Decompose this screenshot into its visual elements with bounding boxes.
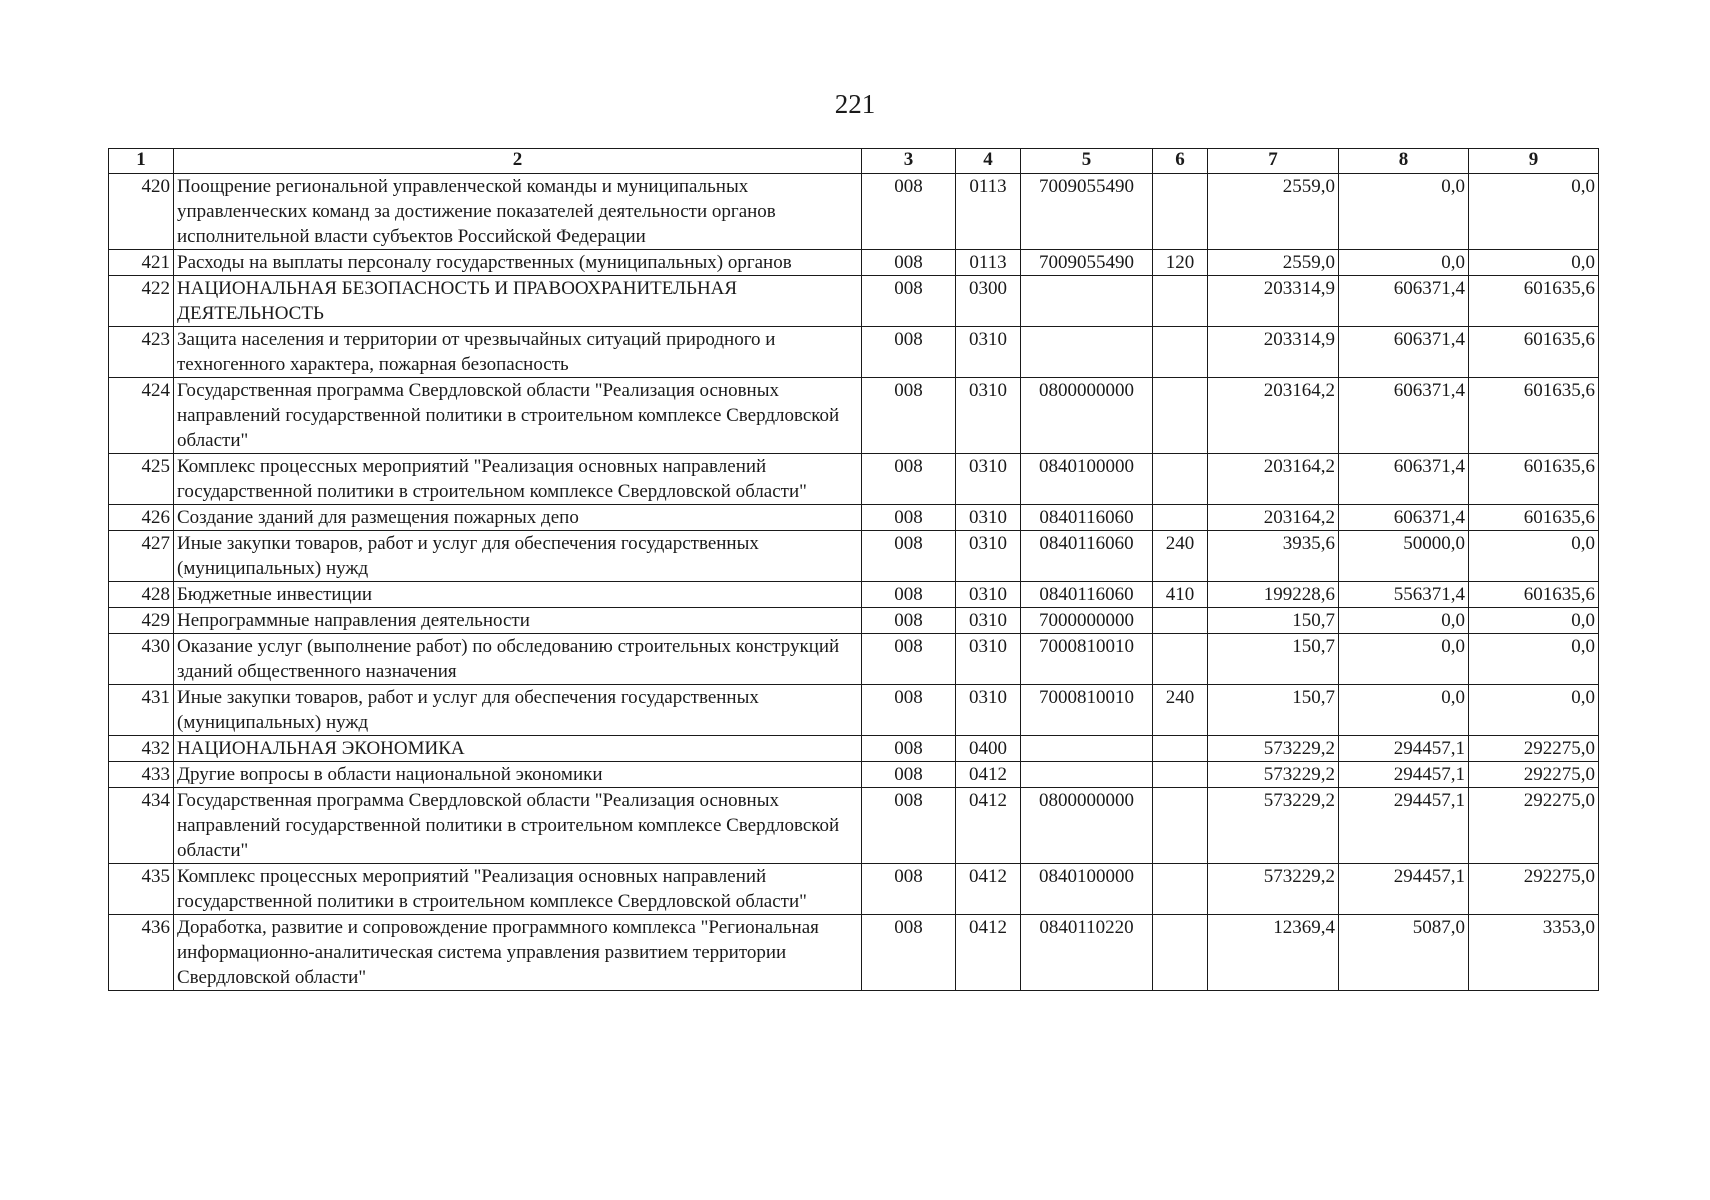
section-code: 0300 [956,276,1021,327]
header-cell: 8 [1339,149,1469,174]
ministry-code: 008 [862,915,956,991]
table-row [109,582,1599,608]
target-article-code [1021,327,1153,378]
table-row [109,762,1599,788]
row-number: 421 [109,250,174,276]
amount-year-1: 2559,0 [1208,250,1339,276]
amount-year-3: 292275,0 [1469,788,1599,864]
amount-year-1: 2559,0 [1208,174,1339,250]
section-code: 0310 [956,582,1021,608]
expense-name: Расходы на выплаты персоналу государственных (муниципальных) органов [174,250,862,276]
row-number: 433 [109,762,174,788]
amount-year-3: 601635,6 [1469,505,1599,531]
table-row [109,685,1599,736]
ministry-code: 008 [862,378,956,454]
amount-year-3: 292275,0 [1469,762,1599,788]
target-article-code [1021,276,1153,327]
expense-type-code [1153,454,1208,505]
row-number: 429 [109,608,174,634]
target-article-code: 7009055490 [1021,250,1153,276]
header-row [109,149,1599,174]
table-row [109,505,1599,531]
expense-name: Оказание услуг (выполнение работ) по обследованию строительных конструкций зданий общественного назначения [174,634,862,685]
expense-name: Иные закупки товаров, работ и услуг для обеспечения государственных (муниципальных) нужд [174,685,862,736]
expense-type-code [1153,327,1208,378]
row-number: 422 [109,276,174,327]
target-article-code: 0840110220 [1021,915,1153,991]
section-code: 0400 [956,736,1021,762]
table-row [109,634,1599,685]
expense-name: Комплекс процессных мероприятий "Реализация основных направлений государственной политики в строительном комплексе Свердловской области" [174,864,862,915]
amount-year-2: 606371,4 [1339,454,1469,505]
amount-year-1: 12369,4 [1208,915,1339,991]
section-code: 0310 [956,531,1021,582]
amount-year-2: 0,0 [1339,174,1469,250]
amount-year-1: 203314,9 [1208,276,1339,327]
row-number: 432 [109,736,174,762]
ministry-code: 008 [862,864,956,915]
amount-year-3: 601635,6 [1469,276,1599,327]
amount-year-1: 150,7 [1208,608,1339,634]
header-cell: 2 [174,149,862,174]
row-number: 424 [109,378,174,454]
expense-name: Другие вопросы в области национальной экономики [174,762,862,788]
section-code: 0412 [956,864,1021,915]
amount-year-2: 606371,4 [1339,327,1469,378]
target-article-code: 7009055490 [1021,174,1153,250]
ministry-code: 008 [862,736,956,762]
amount-year-1: 573229,2 [1208,864,1339,915]
expense-type-code [1153,762,1208,788]
row-number: 426 [109,505,174,531]
target-article-code [1021,736,1153,762]
section-code: 0310 [956,327,1021,378]
ministry-code: 008 [862,250,956,276]
expense-name: Создание зданий для размещения пожарных депо [174,505,862,531]
table-row [109,378,1599,454]
section-code: 0310 [956,634,1021,685]
ministry-code: 008 [862,608,956,634]
target-article-code: 0840100000 [1021,864,1153,915]
amount-year-1: 150,7 [1208,634,1339,685]
table-row [109,864,1599,915]
row-number: 425 [109,454,174,505]
header-cell: 9 [1469,149,1599,174]
amount-year-1: 573229,2 [1208,788,1339,864]
amount-year-3: 601635,6 [1469,582,1599,608]
amount-year-2: 50000,0 [1339,531,1469,582]
amount-year-3: 0,0 [1469,685,1599,736]
amount-year-3: 0,0 [1469,634,1599,685]
ministry-code: 008 [862,762,956,788]
target-article-code: 0840116060 [1021,531,1153,582]
amount-year-2: 0,0 [1339,608,1469,634]
section-code: 0310 [956,378,1021,454]
section-code: 0310 [956,454,1021,505]
target-article-code: 0800000000 [1021,788,1153,864]
ministry-code: 008 [862,174,956,250]
section-code: 0113 [956,250,1021,276]
expense-type-code [1153,915,1208,991]
expense-name: Комплекс процессных мероприятий "Реализация основных направлений государственной политики в строительном комплексе Свердловской области" [174,454,862,505]
ministry-code: 008 [862,634,956,685]
expense-name: Поощрение региональной управленческой команды и муниципальных управленческих команд за достижение показателей деятельности органов исполнительной власти субъектов Российской Федерации [174,174,862,250]
row-number: 431 [109,685,174,736]
ministry-code: 008 [862,685,956,736]
row-number: 436 [109,915,174,991]
amount-year-2: 606371,4 [1339,276,1469,327]
row-number: 434 [109,788,174,864]
amount-year-3: 292275,0 [1469,864,1599,915]
amount-year-2: 294457,1 [1339,736,1469,762]
section-code: 0310 [956,685,1021,736]
expense-name: Доработка, развитие и сопровождение программного комплекса "Региональная информационно-аналитическая система управления развитием территории Свердловской области" [174,915,862,991]
amount-year-2: 0,0 [1339,250,1469,276]
expense-name: Непрограммные направления деятельности [174,608,862,634]
target-article-code: 7000000000 [1021,608,1153,634]
amount-year-2: 0,0 [1339,685,1469,736]
row-number: 435 [109,864,174,915]
row-number: 420 [109,174,174,250]
expense-name: НАЦИОНАЛЬНАЯ БЕЗОПАСНОСТЬ И ПРАВООХРАНИТЕЛЬНАЯ ДЕЯТЕЛЬНОСТЬ [174,276,862,327]
amount-year-1: 203164,2 [1208,505,1339,531]
amount-year-2: 294457,1 [1339,762,1469,788]
expense-type-code [1153,505,1208,531]
target-article-code: 0840116060 [1021,505,1153,531]
expense-type-code: 240 [1153,531,1208,582]
section-code: 0310 [956,505,1021,531]
amount-year-3: 292275,0 [1469,736,1599,762]
target-article-code: 7000810010 [1021,634,1153,685]
section-code: 0412 [956,788,1021,864]
target-article-code [1021,762,1153,788]
expense-type-code [1153,276,1208,327]
table-row [109,276,1599,327]
expense-name: Защита населения и территории от чрезвычайных ситуаций природного и техногенного характера, пожарная безопасность [174,327,862,378]
amount-year-2: 294457,1 [1339,864,1469,915]
table-row [109,174,1599,250]
table-row [109,915,1599,991]
amount-year-2: 556371,4 [1339,582,1469,608]
amount-year-1: 203314,9 [1208,327,1339,378]
ministry-code: 008 [862,531,956,582]
header-cell: 5 [1021,149,1153,174]
expense-type-code [1153,864,1208,915]
expense-type-code: 240 [1153,685,1208,736]
amount-year-1: 203164,2 [1208,454,1339,505]
expense-type-code [1153,736,1208,762]
ministry-code: 008 [862,505,956,531]
table-row [109,327,1599,378]
ministry-code: 008 [862,454,956,505]
row-number: 427 [109,531,174,582]
table-row [109,608,1599,634]
amount-year-3: 601635,6 [1469,454,1599,505]
ministry-code: 008 [862,582,956,608]
target-article-code: 7000810010 [1021,685,1153,736]
expense-name: Государственная программа Свердловской области "Реализация основных направлений государственной политики в строительном комплексе Свердловской области" [174,378,862,454]
section-code: 0412 [956,915,1021,991]
section-code: 0310 [956,608,1021,634]
amount-year-2: 0,0 [1339,634,1469,685]
table-row [109,531,1599,582]
row-number: 430 [109,634,174,685]
expense-type-code [1153,788,1208,864]
table-row [109,736,1599,762]
table-row [109,250,1599,276]
amount-year-2: 606371,4 [1339,378,1469,454]
amount-year-2: 606371,4 [1339,505,1469,531]
amount-year-1: 3935,6 [1208,531,1339,582]
expense-name: Иные закупки товаров, работ и услуг для обеспечения государственных (муниципальных) нужд [174,531,862,582]
amount-year-3: 601635,6 [1469,378,1599,454]
amount-year-2: 5087,0 [1339,915,1469,991]
amount-year-3: 3353,0 [1469,915,1599,991]
target-article-code: 0840116060 [1021,582,1153,608]
expense-type-code: 120 [1153,250,1208,276]
table-body [109,174,1599,991]
header-cell: 7 [1208,149,1339,174]
amount-year-1: 573229,2 [1208,736,1339,762]
expense-name: Государственная программа Свердловской области "Реализация основных направлений государственной политики в строительном комплексе Свердловской области" [174,788,862,864]
header-cell: 6 [1153,149,1208,174]
expense-name: Бюджетные инвестиции [174,582,862,608]
row-number: 428 [109,582,174,608]
header-cell: 3 [862,149,956,174]
expense-type-code [1153,608,1208,634]
expense-type-code: 410 [1153,582,1208,608]
header-cell: 4 [956,149,1021,174]
amount-year-3: 0,0 [1469,608,1599,634]
page-number: 221 [834,89,876,119]
amount-year-3: 601635,6 [1469,327,1599,378]
amount-year-1: 150,7 [1208,685,1339,736]
budget-table [108,148,1599,991]
ministry-code: 008 [862,788,956,864]
amount-year-1: 199228,6 [1208,582,1339,608]
target-article-code: 0840100000 [1021,454,1153,505]
expense-type-code [1153,378,1208,454]
amount-year-2: 294457,1 [1339,788,1469,864]
ministry-code: 008 [862,276,956,327]
expense-name: НАЦИОНАЛЬНАЯ ЭКОНОМИКА [174,736,862,762]
section-code: 0113 [956,174,1021,250]
amount-year-3: 0,0 [1469,250,1599,276]
table-row [109,788,1599,864]
amount-year-3: 0,0 [1469,531,1599,582]
target-article-code: 0800000000 [1021,378,1153,454]
section-code: 0412 [956,762,1021,788]
ministry-code: 008 [862,327,956,378]
amount-year-1: 203164,2 [1208,378,1339,454]
row-number: 423 [109,327,174,378]
amount-year-1: 573229,2 [1208,762,1339,788]
expense-type-code [1153,634,1208,685]
table-row [109,454,1599,505]
amount-year-3: 0,0 [1469,174,1599,250]
expense-type-code [1153,174,1208,250]
header-cell: 1 [109,149,174,174]
